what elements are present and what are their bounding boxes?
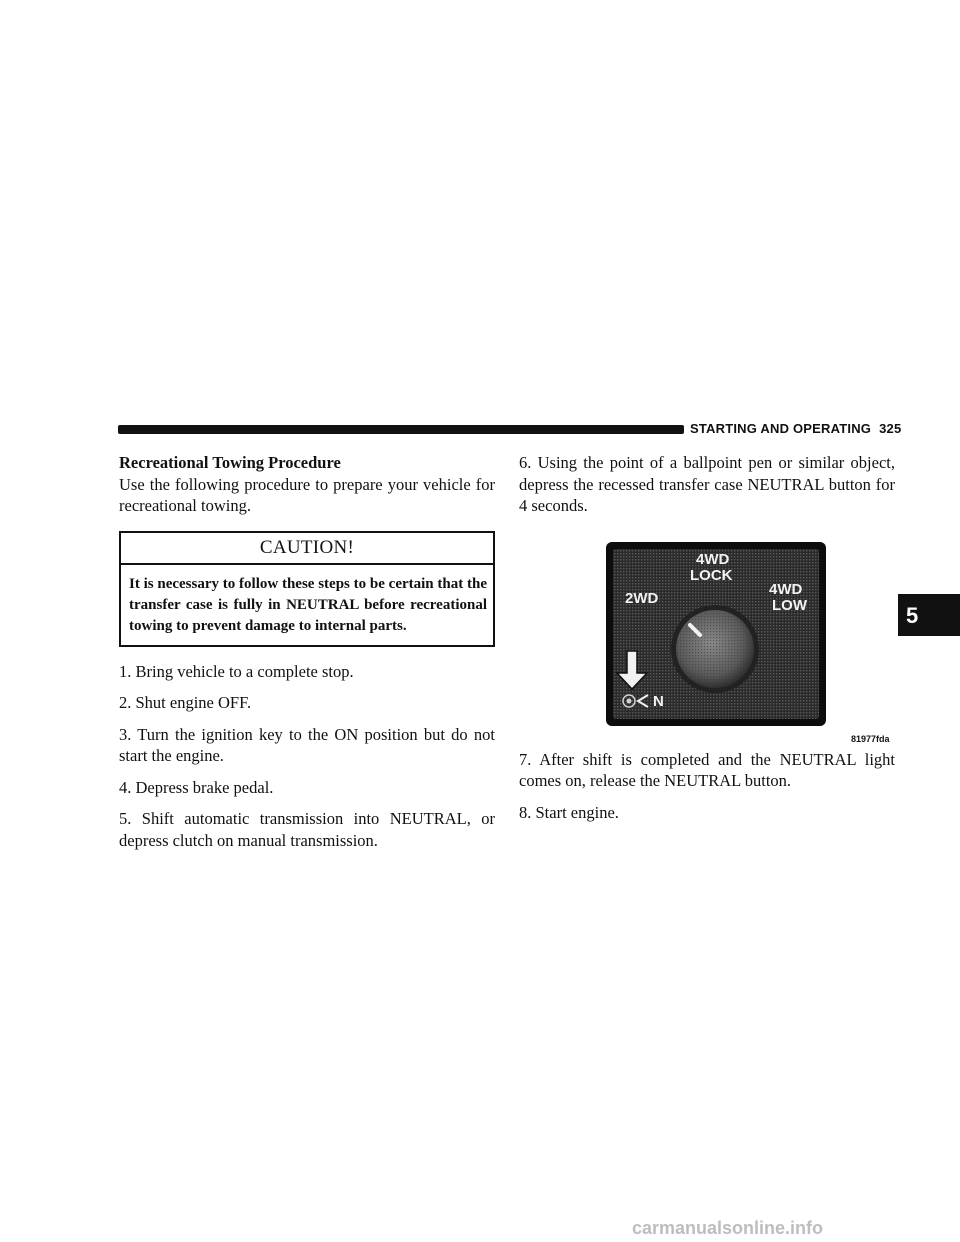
left-column — [119, 452, 495, 861]
caution-title: CAUTION! — [121, 533, 493, 565]
intro-paragraph: Use the following procedure to prepare your vehicle for recreational towing. — [119, 474, 495, 515]
label-2wd: 2WD — [625, 589, 659, 607]
page-number: 325 — [879, 421, 902, 436]
step-5: 5. Shift automatic transmission into NEUTRAL, or depress clutch on manual transmission. — [119, 809, 495, 850]
step-4: 4. Depress brake pedal. — [119, 777, 274, 797]
step-3: 3. Turn the ignition key to the ON position but do not start the engine. — [119, 724, 495, 765]
label-4wd-low-top: 4WD — [769, 580, 803, 598]
caution-box — [119, 531, 495, 647]
transfer-case-switch-illustration — [605, 541, 827, 727]
step-1: 1. Bring vehicle to a complete stop. — [119, 661, 354, 681]
right-column — [519, 452, 895, 833]
label-neutral: N — [653, 692, 664, 710]
label-4wd-low-bottom: LOW — [772, 596, 807, 614]
label-4wd-lock-top: 4WD — [696, 550, 730, 568]
chapter-tab — [898, 594, 960, 636]
chapter-number: 5 — [906, 603, 919, 628]
step-7: 7. After shift is completed and the NEUTRAL light comes on, release the NEUTRAL button. — [519, 749, 895, 790]
transfer-case-figure — [519, 541, 895, 744]
step-8: 8. Start engine. — [519, 802, 619, 822]
watermark: carmanualsonline.info — [632, 1218, 824, 1238]
label-4wd-lock-bottom: LOCK — [690, 566, 733, 584]
section-title: STARTING AND OPERATING — [690, 421, 872, 436]
running-header — [690, 421, 901, 436]
section-heading: Recreational Towing Procedure — [119, 453, 341, 472]
step-6: 6. Using the point of a ballpoint pen or similar object, depress the recessed transfer case NEUTRAL button for 4 seconds. — [519, 453, 895, 515]
header-rule — [118, 425, 684, 434]
figure-id: 81977fda — [851, 733, 890, 744]
step-2: 2. Shut engine OFF. — [119, 693, 252, 712]
caution-body: It is necessary to follow these steps to be certain that the transfer case is fully in NEUTRAL before recreational towing to prevent damage to internal parts. — [129, 575, 487, 634]
